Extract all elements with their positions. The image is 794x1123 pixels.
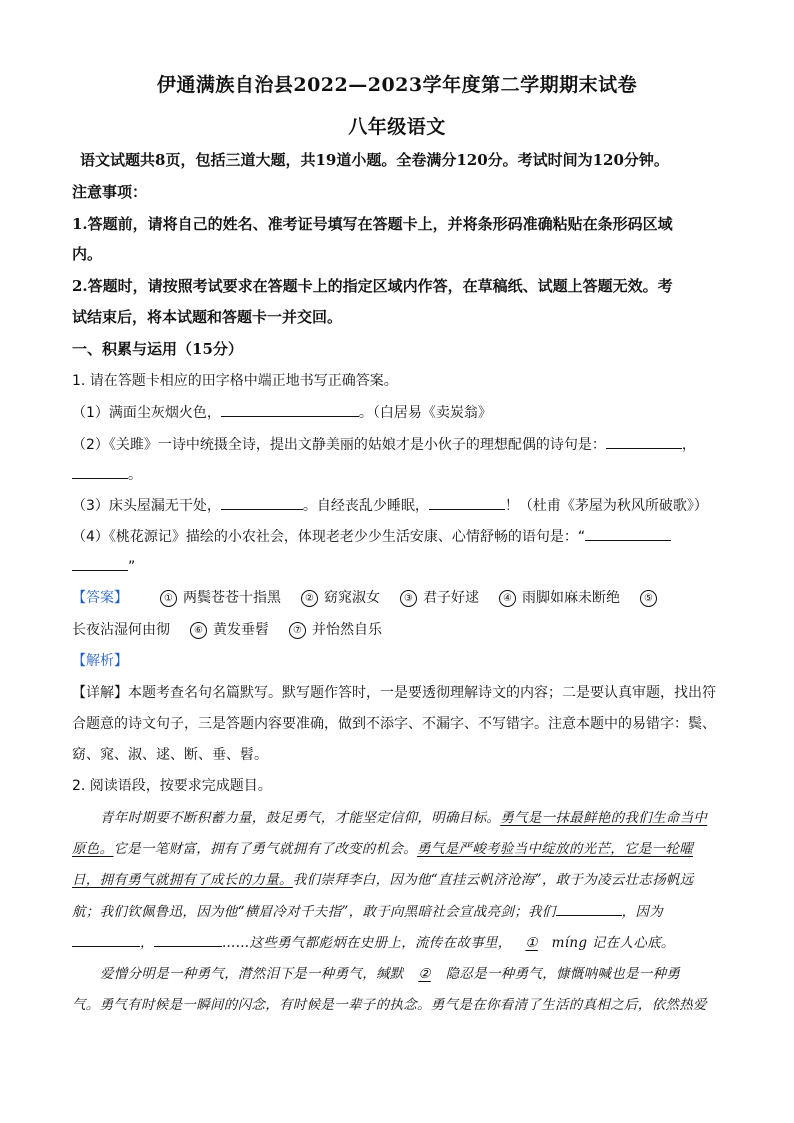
passage-text: 隐忍是一种勇气，慷慨呐喊也是一种勇 [445,966,681,982]
notice-1-line-1: 1.答题前，请将自己的姓名、准考证号填写在答题卡上，并将条形码准确粘贴在条形码区域 [72,215,673,233]
answer-text: 雨脚如麻未断绝 [522,590,620,606]
answer-number: ⑦ [289,622,306,639]
detail-line-1: 【详解】本题考查名句名篇默写。默写题作答时，一是要透彻理解诗文的内容；二是要认真审题，找出符 [72,685,716,701]
q1-2-text-b: ， [681,437,696,453]
answer-number: ③ [400,590,417,607]
answer-label: 【答案】 [72,590,128,606]
exam-info: 语文试题共8页，包括三道大题，共19道小题。全卷满分120分。考试时间为120分钟。 [80,151,669,169]
passage-text: 爱憎分明是一种勇气，潸然泪下是一种勇气，缄默 [100,966,404,982]
q1-4-text-a: （4）《桃花源记》描绘的小农社会，体现老老少少生活安康、心情舒畅的语句是：“ [72,529,586,545]
passage-text: ，因为 [621,904,664,920]
q1-2-text-a: （2）《关雎》一诗中统摄全诗，提出文静美丽的姑娘才是小伙子的理想配偶的诗句是： [72,437,606,453]
passage-text: 青年时期要不断积蓄力量，鼓足勇气，才能坚定信仰，明确目标。 [100,810,501,826]
passage-underlined-text: 勇气是严峻考验当中绽放的光芒，它是一轮曜 [417,841,694,857]
answer-blank [221,402,359,417]
answer-blank [72,932,140,947]
answer-text: 两鬓苍苍十指黑 [183,590,281,606]
question-1-4 [72,526,722,547]
answer-blank [585,526,671,541]
blank-number-2: ② [418,966,431,982]
passage-text: ……这些勇气都彪炳在史册上，流传在故事里， [221,935,512,951]
answer-number: ⑤ [640,590,657,607]
detail-line-3: 窈、窕、淑、逑、断、垂、髫。 [72,747,268,763]
q1-1-text-b: 。（白居易《卖炭翁》 [358,405,492,421]
passage-underlined-text: 勇气是一抹最鲜艳的我们生命当中 [500,810,708,826]
answer-number: ② [301,590,318,607]
answer-row-2 [72,620,722,640]
passage-line-3 [72,870,722,890]
passage-line-7: 气。勇气有时候是一瞬间的闪念，有时候是一辈子的执念。勇气是在你看清了生活的真相之后，依然热爱 [72,997,707,1013]
detail-line-2: 合题意的诗文句子，三是答题内容要准确，做到不添字、不漏字、不写错字。注意本题中的易错字：鬓、 [72,716,716,732]
answer-number: ④ [499,590,516,607]
analysis-label: 【解析】 [72,653,128,669]
answer-item [400,588,479,608]
answer-item [301,588,380,608]
question-1-3 [72,495,722,516]
notice-2-line-1: 2.答题时，请按照考试要求在答题卡上的指定区域内作答，在草稿纸、试题上答题无效。考 [72,277,673,295]
passage-text: 航；我们钦佩鲁迅，因为他“横眉冷对千夫指”，敢于向黑暗社会宣战亮剑；我们 [72,904,556,920]
passage-line-6 [100,964,750,984]
answer-blank [72,464,128,479]
answer-item [72,620,170,640]
question-2-stem: 2. 阅读语段，按要求完成题目。 [72,778,272,794]
passage-underlined-text: 日，拥有勇气就拥有了成长的力量。 [72,872,293,888]
passage-text: míng 记在人心底。 [551,935,675,951]
passage-underlined-text: 原色。 [72,841,114,857]
answer-blank [154,932,222,947]
q1-3-text-a: （3）床头屋漏无干处， [72,498,221,514]
answer-row-1 [72,588,722,608]
answer-blank [221,495,303,510]
notice-1-line-2: 内。 [72,245,103,263]
passage-line-1 [100,808,750,828]
notice-title: 注意事项： [72,183,148,201]
question-1-2-cont [72,464,722,485]
answer-number: ⑥ [190,622,207,639]
q1-2-text-c: 。 [128,467,142,483]
passage-line-2 [72,839,722,859]
answer-item [190,620,269,640]
exam-subtitle: 八年级语文 [348,116,446,138]
answer-text: 窈窕淑女 [324,590,380,606]
blank-number-1: ① [525,935,538,951]
q1-3-text-b: 。自经丧乱少睡眠， [302,498,429,514]
answer-text: 并怡然自乐 [312,622,382,638]
exam-title: 伊通满族自治县2022—2023学年度第二学期期末试卷 [156,74,638,96]
q1-4-text-b: ” [128,559,136,575]
passage-text: ， [140,935,154,951]
answer-text: 长夜沾湿何由彻 [72,622,170,638]
answer-item [289,620,382,640]
question-1-1 [72,402,722,423]
answer-item [640,588,663,608]
q1-1-text-a: （1）满面尘灰烟火色， [72,405,221,421]
notice-2-line-2: 试结束后，将本试题和答题卡一并交回。 [72,308,343,326]
section-1-heading: 一、积累与运用（15分） [72,340,243,358]
question-1-2 [72,434,722,455]
question-1-4-cont [72,556,722,577]
answer-blank [606,434,682,449]
passage-text: 我们崇拜李白，因为他“直挂云帆济沧海”，敢于为凌云壮志扬帆远 [292,872,694,888]
answer-blank [429,495,505,510]
answer-blank [72,556,128,571]
passage-text: 它是一笔财富，拥有了勇气就拥有了改变的机会。 [113,841,418,857]
answer-blank [556,901,622,916]
answer-number: ① [160,590,177,607]
answer-text: 黄发垂髫 [213,622,269,638]
q1-3-text-c: ！（杜甫《茅屋为秋风所破歌》） [504,498,708,514]
answer-item [160,588,281,608]
passage-line-4 [72,901,722,922]
passage-line-5 [72,932,722,953]
answer-item [499,588,620,608]
answer-text: 君子好逑 [423,590,479,606]
question-1-stem: 1. 请在答题卡相应的田字格中端正地书写正确答案。 [72,373,398,389]
